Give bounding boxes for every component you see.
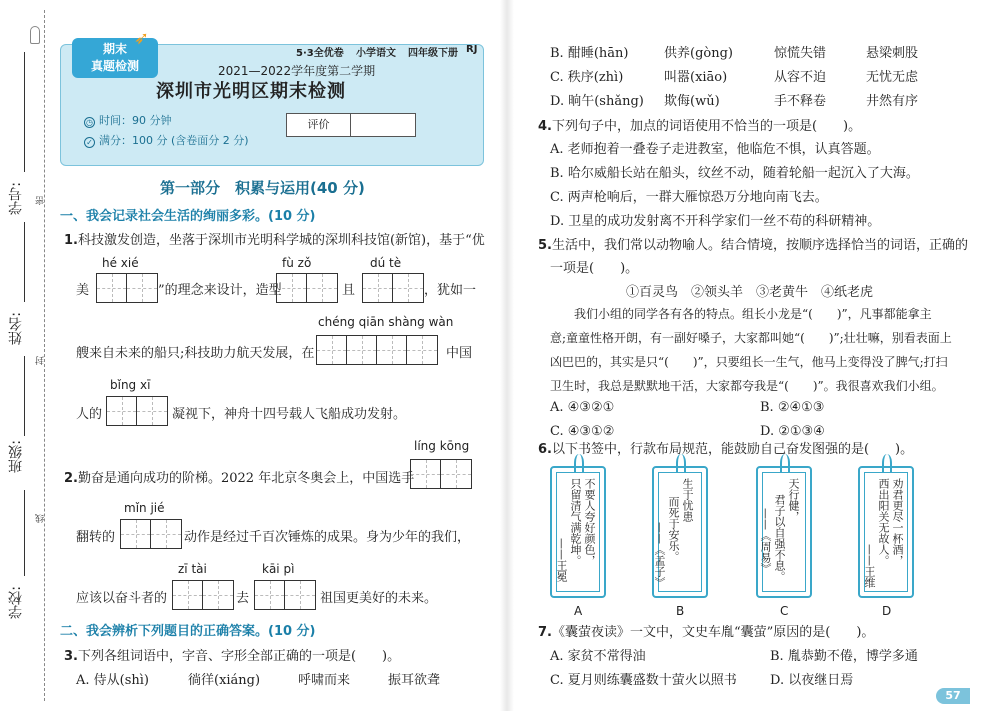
edition-name: RJ bbox=[466, 44, 478, 55]
q3-number: 3. bbox=[64, 649, 78, 664]
q4-number: 4. bbox=[538, 119, 552, 134]
q4-stem: 下列句子中，加点的词语使用不恰当的一项是( )。 bbox=[551, 119, 862, 134]
q1-line-4-pre: 人的 bbox=[76, 407, 103, 422]
margin-label-student-id: 学号: bbox=[8, 182, 24, 215]
tassel-icon bbox=[574, 454, 584, 472]
q5-stem-1: 生活中，我们常以动物喻人。结合情境，按顺序选择恰当的词语，正确的 bbox=[551, 238, 968, 253]
q7-option-c: C. 夏月则练囊盛数十萤火以照书 bbox=[550, 673, 737, 688]
bookmark-a[interactable] bbox=[550, 466, 606, 598]
q2-line-2-post: 动作是经过千百次锤炼的成果。身为少年的我们， bbox=[184, 530, 471, 545]
q3-option-b-2: 供养(gòng) bbox=[664, 46, 733, 61]
q5-stem-2: 一项是( )。 bbox=[550, 261, 639, 276]
q5-passage-2: 意;童童性格开朗，有一副好嗓子，大家都叫她“( )”;壮壮嘛，别看表面上 bbox=[550, 331, 952, 345]
margin-writing-line bbox=[24, 52, 25, 172]
tassel-icon bbox=[882, 454, 892, 472]
q1-line-1: 科技激发创造，坐落于深圳市光明科学城的深圳科技馆(新馆)，基于“优 bbox=[77, 233, 485, 248]
margin-label-name: 姓名: bbox=[8, 312, 24, 345]
q2-line-3-mid: 去 bbox=[236, 591, 250, 606]
answer-grid-zitai[interactable] bbox=[172, 580, 234, 610]
q3-stem: 下列各组词语中，字音、字形全部正确的一项是( )。 bbox=[77, 649, 401, 664]
question-7 bbox=[538, 621, 874, 640]
q5-passage-1: 我们小组的同学各有各的特点。组长小龙是“( )”，凡事都能拿主 bbox=[574, 307, 932, 321]
section-1-title: 一、我会记录社会生活的绚丽多彩。(10 分) bbox=[60, 209, 316, 224]
q1-number: 1. bbox=[64, 233, 78, 248]
exam-title: 深圳市光明区期末检测 bbox=[156, 81, 346, 102]
q3-option-d-2: 欺侮(wǔ) bbox=[664, 94, 720, 109]
q5-passage-3: 凶巴巴的，其实是只“( )”，只要组长一生气，他马上变得没了脾气;打扫 bbox=[550, 355, 948, 369]
q5-option-b: B. ②④①③ bbox=[760, 400, 825, 415]
q3-option-b-3: 惊慌失错 bbox=[774, 46, 827, 61]
badge-line-1: 期末 bbox=[102, 42, 127, 56]
subject-name: 小学语文 bbox=[356, 48, 396, 59]
clock-icon: ◷ bbox=[84, 117, 95, 128]
q3-option-a-1: A. 侍从(shì) bbox=[76, 673, 149, 688]
q1-line-4-post: 凝视下，神舟十四号载人飞船成功发射。 bbox=[172, 407, 407, 422]
bookmark-b-col-3: ——《孟子》 bbox=[653, 522, 666, 588]
question-6 bbox=[538, 438, 913, 457]
evaluation-label: 评价 bbox=[287, 114, 351, 136]
seal-mark-feng: 封 bbox=[36, 356, 46, 365]
q5-option-d: D. ②①③④ bbox=[760, 424, 825, 439]
tassel-icon bbox=[676, 454, 686, 472]
grade-name: 四年级下册 bbox=[408, 48, 458, 59]
q1-line-2-mid: ”的理念来设计，造型 bbox=[158, 283, 282, 298]
school-year: 2021—2022学年度第二学期 bbox=[218, 64, 376, 78]
seal-mark-xian: 线 bbox=[36, 514, 46, 523]
bookmark-c-col-1: 天行健， bbox=[787, 478, 800, 522]
q7-option-a: A. 家贫不常得油 bbox=[550, 649, 646, 664]
bookmark-a-col-3: ——王冕 bbox=[555, 538, 568, 582]
question-2 bbox=[64, 467, 414, 486]
q6-stem: 以下书签中，行款布局规范，能鼓励自己奋发图强的是( )。 bbox=[551, 442, 914, 457]
q5-number: 5. bbox=[538, 238, 552, 253]
q3-option-c-1: C. 秩序(zhì) bbox=[550, 70, 624, 85]
q3-option-d-1: D. 晌午(shǎng) bbox=[550, 94, 644, 109]
q3-option-d-3: 手不释卷 bbox=[774, 94, 827, 109]
q5-choices: ①百灵鸟 ②领头羊 ③老黄牛 ④纸老虎 bbox=[626, 285, 874, 300]
q2-line-3-post: 祖国更美好的未来。 bbox=[320, 591, 438, 606]
q4-option-d: D. 卫星的成功发射离不开科学家们一丝不苟的科研精神。 bbox=[550, 214, 881, 229]
q2-line-3-pre: 应该以奋斗者的 bbox=[76, 591, 168, 606]
exam-score-text: 满分：100 分 (含卷面分 2 分) bbox=[99, 134, 249, 147]
bookmark-a-label: A bbox=[574, 604, 583, 618]
evaluation-box bbox=[286, 113, 416, 137]
exam-score bbox=[84, 132, 249, 148]
answer-grid-minjie[interactable] bbox=[120, 519, 182, 549]
margin-label-school: 学校: bbox=[8, 586, 24, 619]
q3-option-a-4: 振耳欲聋 bbox=[388, 673, 441, 688]
q3-option-b-4: 悬梁刺股 bbox=[866, 46, 919, 61]
margin-writing-line bbox=[24, 490, 25, 576]
bookmark-b-col-2: 而死于安乐。 bbox=[667, 496, 680, 562]
q1-line-2-qie: 且 bbox=[342, 283, 356, 298]
exam-time bbox=[84, 112, 172, 128]
page-fold bbox=[500, 0, 514, 711]
q2-line-1: 勤奋是通向成功的阶梯。2022 年北京冬奥会上，中国选手 bbox=[77, 471, 415, 486]
bookmark-a-col-1: 不要人夸好颜色， bbox=[583, 478, 596, 566]
q3-option-a-2: 徜徉(xiáng) bbox=[188, 673, 261, 688]
rocket-icon bbox=[30, 26, 40, 44]
part-title: 第一部分 积累与运用(40 分) bbox=[160, 179, 365, 197]
q7-stem: 《囊萤夜读》一文中，文史车胤“囊萤”原因的是( )。 bbox=[551, 625, 875, 640]
answer-grid-dute[interactable] bbox=[362, 273, 424, 303]
bookmark-b[interactable] bbox=[652, 466, 708, 598]
q7-option-d: D. 以夜继日焉 bbox=[770, 673, 854, 688]
bookmark-d-col-2: 西出阳关无故人。 bbox=[877, 478, 890, 566]
answer-grid-kaipi[interactable] bbox=[254, 580, 316, 610]
q3-option-a-3: 呼啸而来 bbox=[298, 673, 351, 688]
section-2-title: 二、我会辨析下列题目的正确答案。(10 分) bbox=[60, 624, 316, 639]
q1-line-2-pre: 美 bbox=[76, 283, 90, 298]
question-4 bbox=[538, 115, 861, 134]
question-3 bbox=[64, 645, 400, 664]
bookmark-c-label: C bbox=[780, 604, 789, 618]
bookmark-c-col-3: ——《周易》 bbox=[759, 508, 772, 574]
bookmark-b-col-1: 生于忧患 bbox=[681, 478, 694, 522]
q7-number: 7. bbox=[538, 625, 552, 640]
bookmark-c-col-2: 君子以自强不息。 bbox=[773, 494, 786, 582]
pinyin-chengqianshangwan: chéng qiān shàng wàn bbox=[318, 315, 454, 329]
q3-option-c-2: 叫嚣(xiāo) bbox=[664, 70, 728, 85]
seal-mark-mi: 密 bbox=[36, 196, 46, 205]
q1-line-3-pre: 艘来自未来的船只;科技助力航天发展，在 bbox=[76, 346, 315, 361]
q1-line-2-post: ，犹如一 bbox=[424, 283, 477, 298]
q1-line-3-post: 中国 bbox=[446, 346, 473, 361]
tassel-icon bbox=[780, 454, 790, 472]
margin-writing-line bbox=[24, 222, 25, 302]
evaluation-field[interactable] bbox=[351, 114, 415, 136]
pinyin-zitai: zī tài bbox=[178, 562, 207, 576]
q4-option-c: C. 两声枪响后，一群大雁惊恐万分地向南飞去。 bbox=[550, 190, 828, 205]
margin-writing-line bbox=[24, 356, 25, 436]
page-number: 57 bbox=[936, 688, 970, 704]
q5-option-a: A. ④③②① bbox=[550, 400, 615, 415]
pinyin-dute: dú tè bbox=[370, 256, 402, 270]
q3-option-c-3: 从容不迫 bbox=[774, 70, 827, 85]
q6-number: 6. bbox=[538, 442, 552, 457]
q2-line-2-pre: 翻转的 bbox=[76, 530, 116, 545]
answer-grid-chengqianshangwan[interactable] bbox=[316, 335, 438, 365]
q4-option-a: A. 老师抱着一叠卷子走进教室，他临危不惧，认真答题。 bbox=[550, 142, 880, 157]
bookmark-d-col-1: 劝君更尽一杯酒， bbox=[891, 478, 904, 566]
pinyin-kaipi: kāi pì bbox=[262, 562, 295, 576]
q4-option-b: B. 哈尔威船长站在船头，纹丝不动，随着轮船一起沉入了大海。 bbox=[550, 166, 919, 181]
bookmark-d[interactable] bbox=[858, 466, 914, 598]
q3-option-b-1: B. 酣睡(hān) bbox=[550, 46, 629, 61]
q5-passage-4: 卫生时，我总是默默地干活，大家都夸我是“( )”。我很喜欢我们小组。 bbox=[550, 379, 944, 393]
q3-option-d-4: 井然有序 bbox=[866, 94, 919, 109]
q2-number: 2. bbox=[64, 471, 78, 486]
q7-option-b: B. 胤恭勤不倦，博学多通 bbox=[770, 649, 918, 664]
q3-option-c-4: 无忧无虑 bbox=[866, 70, 919, 85]
pinyin-lingkong: líng kōng bbox=[414, 439, 470, 453]
pinyin-hexie: hé xié bbox=[102, 256, 139, 270]
bookmark-d-label: D bbox=[882, 604, 892, 618]
exam-time-text: 时间：90 分钟 bbox=[99, 114, 172, 127]
rocket-icon: ➶ bbox=[134, 28, 150, 49]
badge-line-2: 真题检测 bbox=[90, 59, 139, 73]
bookmark-a-col-2: 只留清气满乾坤。 bbox=[569, 478, 582, 566]
answer-grid-hexie[interactable] bbox=[96, 273, 158, 303]
series-name: 5·3全优卷 bbox=[296, 48, 344, 59]
question-5 bbox=[538, 234, 968, 253]
bookmark-c[interactable] bbox=[756, 466, 812, 598]
check-icon: ✓ bbox=[84, 137, 95, 148]
pinyin-bingxi: bǐng xī bbox=[110, 378, 151, 392]
pinyin-fuza: fù zǒ bbox=[282, 256, 312, 270]
bookmark-b-label: B bbox=[676, 604, 685, 618]
answer-grid-bingxi[interactable] bbox=[106, 396, 168, 426]
margin-label-class: 班级: bbox=[8, 440, 24, 473]
question-1 bbox=[64, 229, 485, 248]
answer-grid-lingkong[interactable] bbox=[410, 459, 472, 489]
answer-grid-fuza[interactable] bbox=[276, 273, 338, 303]
bookmark-d-col-3: ——王维 bbox=[863, 544, 876, 588]
pinyin-minjie: mǐn jié bbox=[124, 501, 165, 515]
q5-option-c: C. ④③①② bbox=[550, 424, 615, 439]
